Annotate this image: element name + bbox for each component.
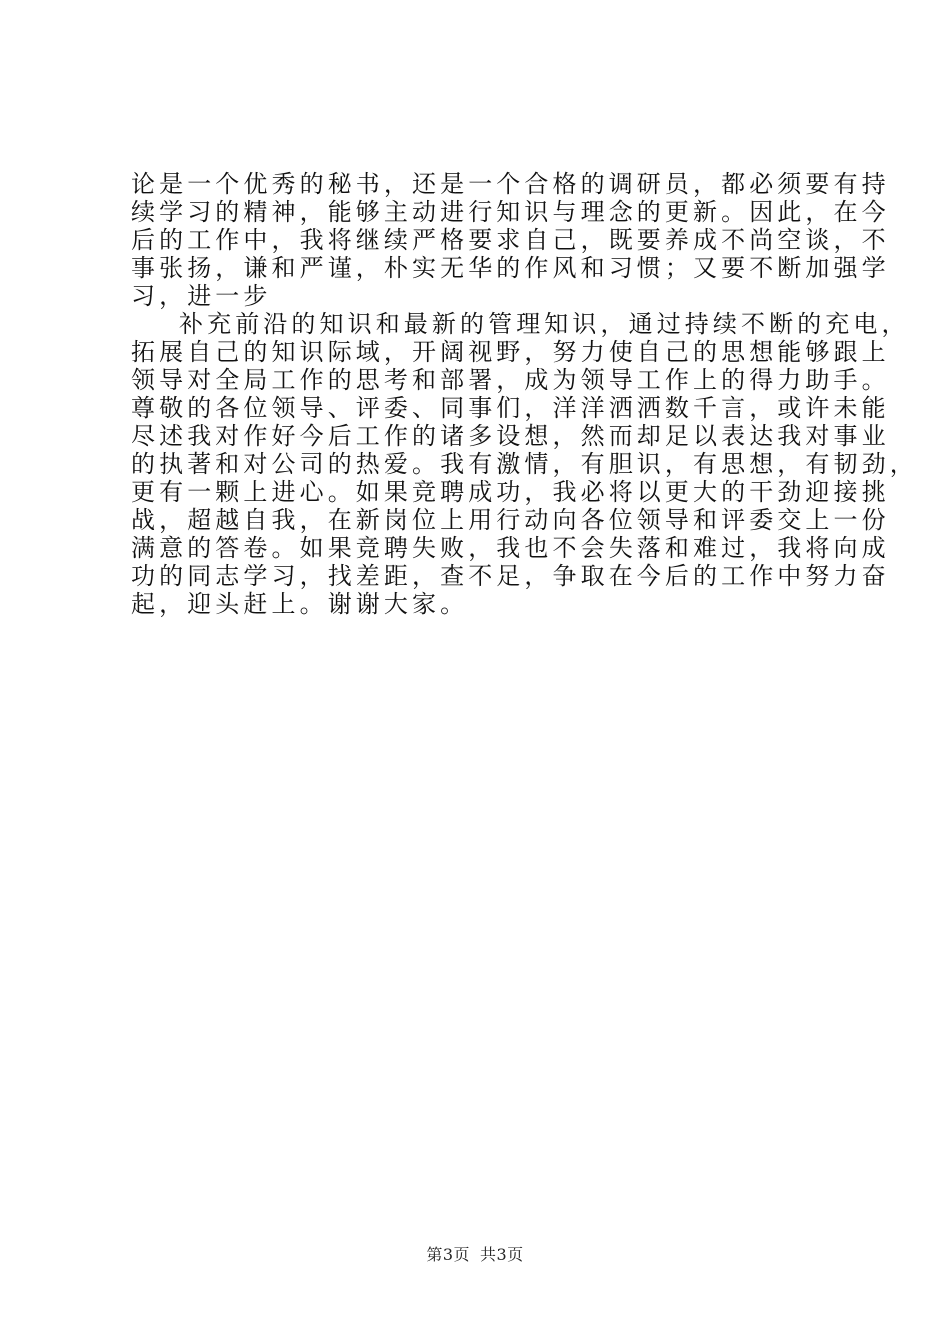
text-line: 起，迎头赶上。谢谢大家。 xyxy=(131,590,469,618)
text-line: 续学习的精神，能够主动进行知识与理念的更新。因此，在今 xyxy=(131,198,890,226)
text-line: 尽述我对作好今后工作的诸多设想，然而却足以表达我对事业 xyxy=(131,422,890,450)
page-total: 共3页 xyxy=(480,1245,524,1264)
text-line: 战，超越自我，在新岗位上用行动向各位领导和评委交上一份 xyxy=(131,506,890,534)
text-line: 的执著和对公司的热爱。我有激情，有胆识，有思想，有韧劲， xyxy=(131,450,918,478)
text-line: 后的工作中，我将继续严格要求自己，既要养成不尚空谈，不 xyxy=(131,226,890,254)
page-number: 第3页 xyxy=(426,1245,470,1264)
text-line: 更有一颗上进心。如果竞聘成功，我必将以更大的干劲迎接挑 xyxy=(131,478,890,506)
body-text xyxy=(131,170,918,618)
text-line: 论是一个优秀的秘书，还是一个合格的调研员，都必须要有持 xyxy=(131,170,890,198)
text-line: 尊敬的各位领导、评委、同事们，洋洋洒洒数千言，或许未能 xyxy=(131,394,890,422)
text-line: 功的同志学习，找差距，查不足，争取在今后的工作中努力奋 xyxy=(131,562,890,590)
text-line: 习，进一步 xyxy=(131,282,272,310)
text-line: 领导对全局工作的思考和部署，成为领导工作上的得力助手。 xyxy=(131,366,890,394)
text-line: 补充前沿的知识和最新的管理知识，通过持续不断的充电， xyxy=(179,310,910,338)
text-line: 满意的答卷。如果竞聘失败，我也不会失落和难过，我将向成 xyxy=(131,534,890,562)
text-line: 事张扬，谦和严谨，朴实无华的作风和习惯；又要不断加强学 xyxy=(131,254,890,282)
page-footer xyxy=(0,1245,950,1265)
text-line: 拓展自己的知识际域，开阔视野，努力使自己的思想能够跟上 xyxy=(131,338,890,366)
